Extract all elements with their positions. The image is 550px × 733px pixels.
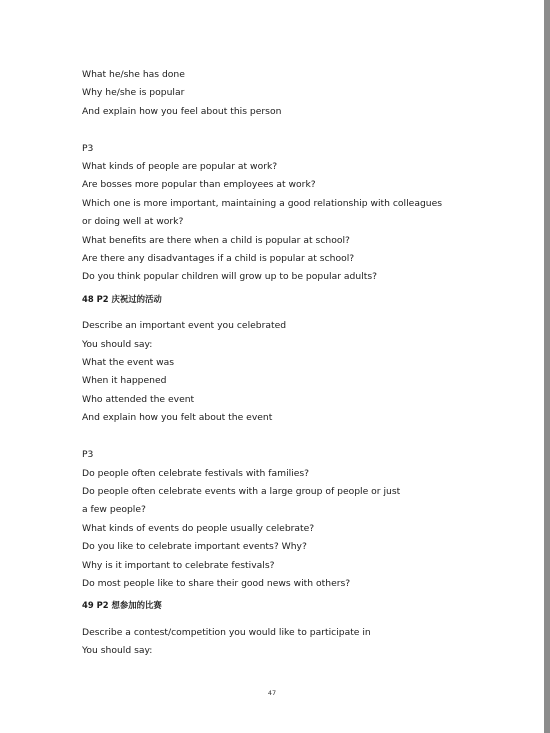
question-line: Which one is more important, maintaining a good relationship with colleagues bbox=[82, 197, 443, 209]
question-line: Do people often celebrate events with a large group of people or just bbox=[82, 485, 401, 497]
question-line: Are bosses more popular than employees at work? bbox=[82, 179, 316, 191]
text-line: You should say: bbox=[82, 645, 153, 657]
question-line: What kinds of people are popular at work? bbox=[82, 161, 278, 173]
question-line: Do you think popular children will grow up to be popular adults? bbox=[82, 271, 377, 283]
question-line: Do most people like to share their good news with others? bbox=[82, 577, 351, 589]
topic-heading: 49 P2 想参加的比赛 bbox=[82, 600, 162, 611]
question-line: or doing well at work? bbox=[82, 216, 184, 228]
viewer-scrollbar[interactable] bbox=[544, 0, 550, 733]
page-content bbox=[82, 66, 522, 661]
topic-heading: 48 P2 庆祝过的活动 bbox=[82, 293, 162, 304]
part3-label: P3 bbox=[82, 449, 94, 461]
question-line: Do you like to celebrate important events? Why? bbox=[82, 541, 307, 553]
text-line: Describe an important event you celebrated bbox=[82, 320, 287, 332]
text-line: Describe a contest/competition you would like to participate in bbox=[82, 626, 371, 638]
text-line: When it happened bbox=[82, 375, 167, 387]
question-line: Why is it important to celebrate festivals? bbox=[82, 559, 275, 571]
text-line: And explain how you feel about this person bbox=[82, 105, 282, 117]
paragraph-gap bbox=[82, 428, 522, 446]
text-line: Who attended the event bbox=[82, 393, 195, 405]
question-line: Do people often celebrate festivals with families? bbox=[82, 467, 310, 479]
question-line: Are there any disadvantages if a child is popular at school? bbox=[82, 253, 355, 265]
paragraph-gap bbox=[82, 121, 522, 139]
text-line: What the event was bbox=[82, 357, 175, 369]
part3-label: P3 bbox=[82, 142, 94, 154]
question-line: What benefits are there when a child is popular at school? bbox=[82, 234, 350, 246]
text-line: And explain how you felt about the event bbox=[82, 412, 273, 424]
question-line: a few people? bbox=[82, 504, 146, 516]
text-line: Why he/she is popular bbox=[82, 87, 185, 99]
page-number: 47 bbox=[267, 689, 277, 697]
question-line: What kinds of events do people usually celebrate? bbox=[82, 522, 315, 534]
text-line: What he/she has done bbox=[82, 69, 185, 80]
text-line: You should say: bbox=[82, 338, 153, 350]
